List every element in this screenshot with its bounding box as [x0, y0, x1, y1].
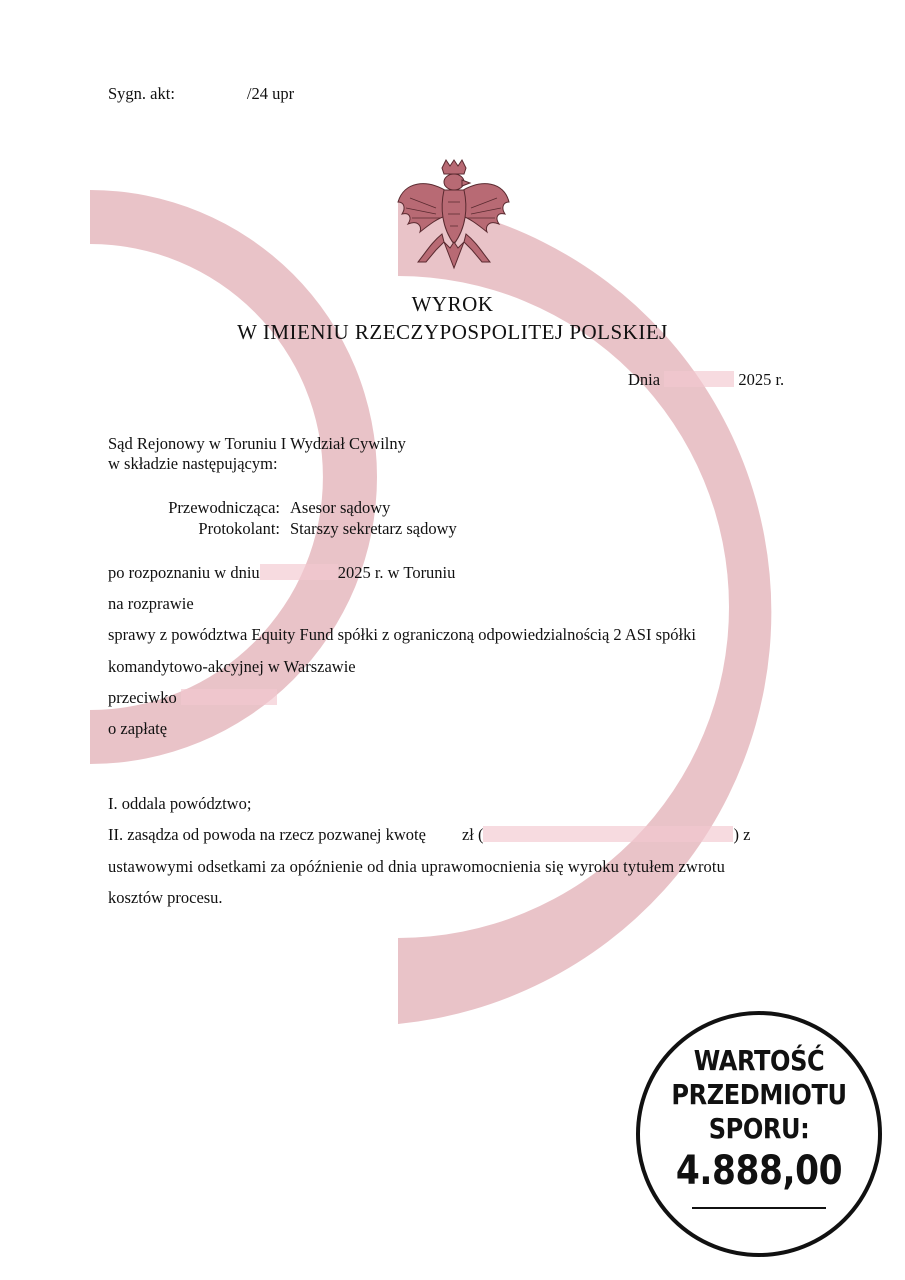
stamp-amount: 4.888,00 [675, 1148, 843, 1194]
dispute-value-stamp [636, 1011, 882, 1257]
stamp-line-3: SPORU: [708, 1112, 810, 1145]
redacted-hearing-date [260, 564, 338, 580]
stamp-line-1: WARTOŚĆ [693, 1044, 825, 1077]
verdict-point-2-line-3: kosztów procesu. [108, 888, 223, 907]
case-signature-suffix: /24 upr [246, 84, 295, 103]
verdict-point-2-line-2: ustawowymi odsetkami za opóźnienie od dnia uprawomocnienia się wyroku tytułem zwrotu [108, 857, 725, 876]
watermark-left-arc [90, 190, 377, 764]
chair-name: Asesor sądowy [290, 498, 391, 517]
date-prefix: Dnia [628, 370, 661, 389]
claim-line-2: komandytowo-akcyjnej w Warszawie [108, 657, 356, 676]
hearing-suffix: 2025 r. w Toruniu [337, 563, 456, 582]
point2-currency: zł ( [461, 825, 484, 844]
verdict-point-2-line-1 [108, 825, 750, 845]
claim-line-1: sprawy z powództwa Equity Fund spółki z ograniczoną odpowiedzialnością 2 ASI spółki [108, 625, 696, 644]
hearing-prefix: po rozpoznaniu w dniu [108, 563, 260, 582]
case-subject: o zapłatę [108, 719, 168, 738]
verdict-date [628, 370, 784, 390]
stamp-underline [692, 1207, 826, 1209]
point2-end: ) z [733, 825, 751, 844]
verdict-point-1: I. oddala powództwo; [108, 794, 252, 813]
clerk-name: Starszy sekretarz sądowy [290, 519, 457, 538]
chair-role: Przewodnicząca: [168, 498, 280, 517]
court-composition-intro: w składzie następującym: [108, 454, 278, 473]
case-signature [108, 84, 294, 104]
redacted-amount-words [483, 826, 733, 842]
defendant-line [108, 688, 277, 708]
redacted-defendant [181, 689, 277, 705]
verdict-subtitle: W IMIENIU RZECZYPOSPOLITEJ POLSKIEJ [237, 320, 668, 344]
hearing-type: na rozprawie [108, 594, 194, 613]
case-signature-label: Sygn. akt: [108, 84, 175, 103]
redacted-date [664, 371, 734, 387]
court-name: Sąd Rejonowy w Toruniu I Wydział Cywilny [108, 434, 406, 453]
verdict-title: WYROK [411, 292, 494, 316]
point2-text: II. zasądza od powoda na rzecz pozwanej kwotę [108, 825, 426, 844]
hearing-date-line [108, 563, 455, 583]
clerk-role: Protokolant: [198, 519, 280, 538]
stamp-line-2: PRZEDMIOTU [671, 1078, 847, 1111]
redacted-case-number [175, 85, 247, 101]
date-year: 2025 r. [738, 370, 785, 389]
against-label: przeciwko [108, 688, 177, 707]
redacted-amount [426, 826, 462, 842]
polish-eagle-emblem-icon [396, 158, 511, 282]
